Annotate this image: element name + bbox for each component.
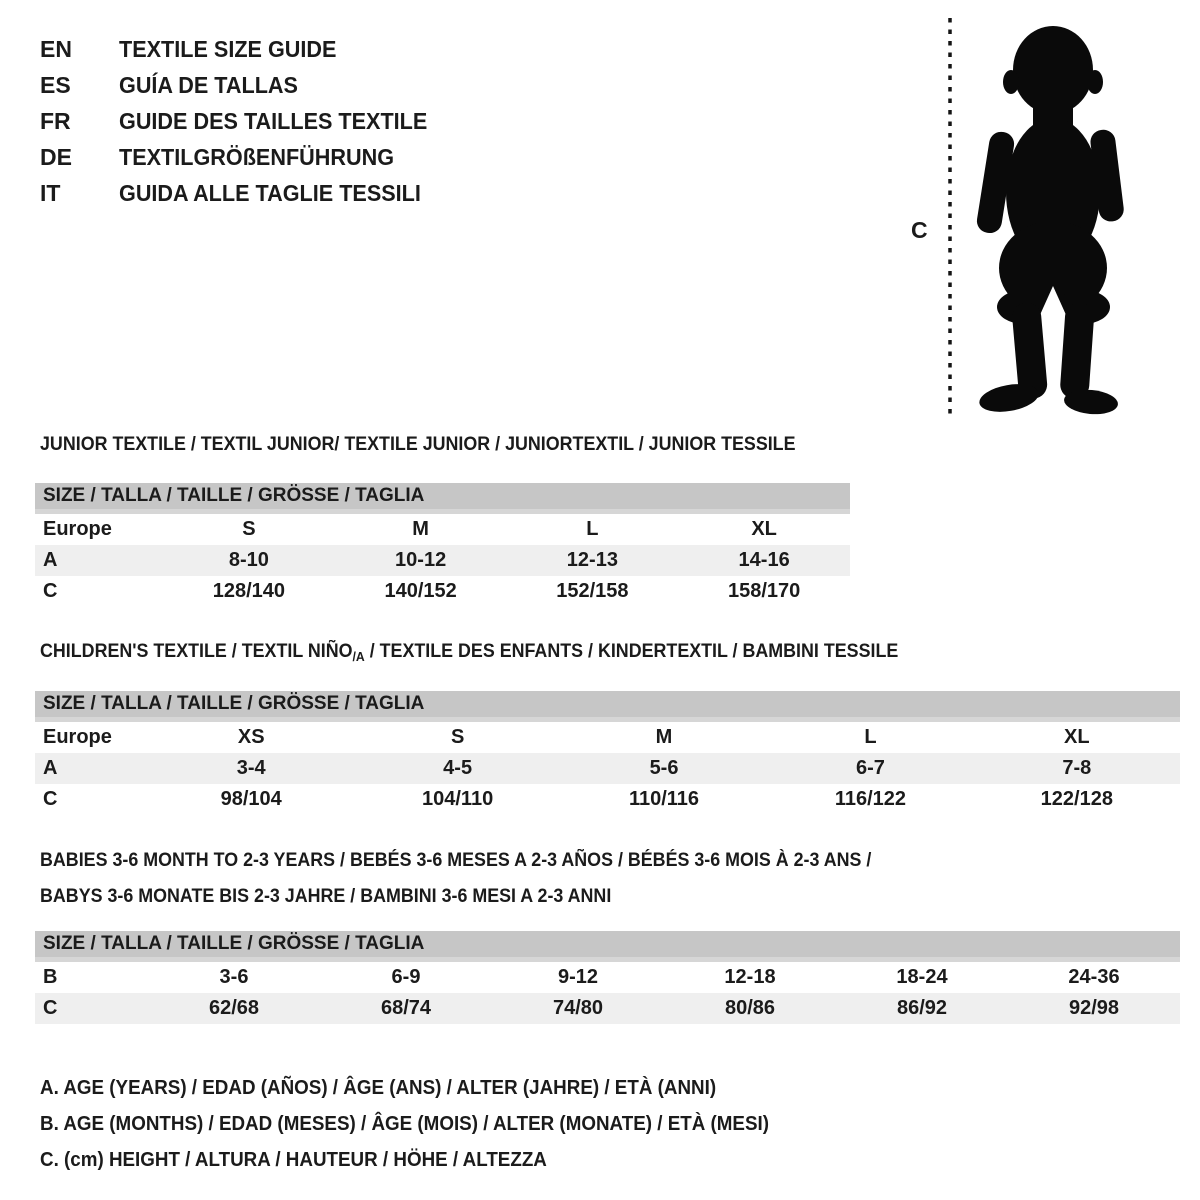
- language-code: ES: [40, 72, 71, 98]
- size-cell: XL: [1064, 726, 1090, 748]
- children-size-table: [35, 691, 1180, 815]
- babies-size-table: [35, 931, 1180, 1024]
- age-cell: 4-5: [443, 757, 473, 779]
- height-cell: 74/80: [552, 997, 604, 1019]
- toddler-silhouette-icon: [967, 20, 1139, 416]
- table-row-c: [35, 993, 1180, 1024]
- row-label: C: [43, 788, 58, 810]
- language-title: TEXTILE SIZE GUIDE: [119, 36, 337, 62]
- size-cell: XL: [751, 518, 777, 540]
- height-cell: 80/86: [724, 997, 776, 1019]
- size-header-bar: SIZE / TALLA / TAILLE / GRÖSSE / TAGLIA: [35, 691, 1180, 722]
- language-row-es: [40, 67, 447, 103]
- row-label: C: [43, 997, 58, 1019]
- legend-line-b: B. AGE (MONTHS) / EDAD (MESES) / ÂGE (MOIS) / ALTER (MONATE) / ETÀ (MESI): [40, 1113, 769, 1135]
- age-months-cell: 3-6: [219, 966, 249, 988]
- height-cell: 68/74: [380, 997, 432, 1019]
- language-title: GUÍA DE TALLAS: [119, 72, 298, 98]
- age-cell: 7-8: [1062, 757, 1092, 779]
- row-label: A: [43, 549, 58, 571]
- language-code: FR: [40, 108, 71, 134]
- size-cell: M: [655, 726, 673, 748]
- row-label: A: [43, 757, 58, 779]
- age-months-cell: 12-18: [724, 966, 776, 988]
- height-cell: 116/122: [834, 788, 907, 810]
- size-header-bar: SIZE / TALLA / TAILLE / GRÖSSE / TAGLIA: [35, 931, 1180, 962]
- table-row-europe: [35, 514, 850, 545]
- language-code: IT: [40, 180, 61, 206]
- height-cell: 128/140: [212, 580, 286, 602]
- height-cell: 140/152: [384, 580, 457, 602]
- height-cell: 104/110: [422, 788, 494, 810]
- age-cell: 12-13: [566, 549, 618, 571]
- language-code: EN: [40, 36, 72, 62]
- height-cell: 92/98: [1068, 997, 1120, 1019]
- height-cell: 86/92: [896, 997, 948, 1019]
- table-row-c: [35, 784, 1180, 815]
- legend: [40, 1070, 816, 1178]
- age-months-cell: 6-9: [391, 966, 421, 988]
- language-row-fr: [40, 103, 447, 139]
- age-cell: 5-6: [649, 757, 679, 779]
- age-cell: 6-7: [855, 757, 885, 779]
- babies-title-line-2: BABYS 3-6 MONATE BIS 2-3 JAHRE / BAMBINI 3-6 MESI A 2-3 ANNI: [40, 886, 612, 907]
- height-cell: 152/158: [556, 580, 629, 602]
- babies-section-title: [40, 843, 924, 915]
- row-label: Europe: [43, 726, 112, 748]
- legend-line-a: A. AGE (YEARS) / EDAD (AÑOS) / ÂGE (ANS) / ALTER (JAHRE) / ETÀ (ANNI): [40, 1077, 717, 1099]
- size-cell: S: [450, 726, 465, 748]
- language-row-it: [40, 175, 447, 211]
- language-title-list: [40, 31, 447, 211]
- babies-title-line-1: BABIES 3-6 MONTH TO 2-3 YEARS / BEBÉS 3-6 MESES A 2-3 AÑOS / BÉBÉS 3-6 MOIS À 2-3 ANS /: [40, 850, 872, 871]
- size-cell: L: [864, 726, 877, 748]
- height-cell: 158/170: [727, 580, 801, 602]
- row-label: Europe: [43, 518, 112, 540]
- height-cell: 62/68: [208, 997, 260, 1019]
- age-cell: 3-4: [236, 757, 266, 779]
- age-months-cell: 18-24: [896, 966, 948, 988]
- age-cell: 8-10: [228, 549, 269, 571]
- age-months-cell: 9-12: [557, 966, 599, 988]
- table-row-c: [35, 576, 850, 607]
- language-title: TEXTILGRÖßENFÜHRUNG: [119, 144, 395, 170]
- legend-line-c: C. (cm) HEIGHT / ALTURA / HAUTEUR / HÖHE / ALTEZZA: [40, 1149, 547, 1171]
- height-measure-label: C: [911, 217, 928, 243]
- junior-size-table: [35, 483, 850, 607]
- row-label: C: [43, 580, 58, 602]
- table-row-a: [35, 545, 850, 576]
- size-cell: M: [412, 518, 429, 540]
- height-measure-line: [947, 18, 953, 415]
- children-title-pre: CHILDREN'S TEXTILE / TEXTIL NIÑO: [40, 641, 353, 662]
- size-cell: XS: [237, 726, 265, 748]
- size-cell: S: [242, 518, 256, 540]
- language-row-en: [40, 31, 447, 67]
- language-title: GUIDE DES TAILLES TEXTILE: [119, 108, 428, 134]
- language-code: DE: [40, 144, 72, 170]
- age-months-cell: 24-36: [1068, 966, 1120, 988]
- size-cell: L: [586, 518, 599, 540]
- age-cell: 10-12: [395, 549, 447, 571]
- table-row-a: [35, 753, 1180, 784]
- children-title-post: / TEXTILE DES ENFANTS / KINDERTEXTIL / BAMBINI TESSILE: [364, 641, 899, 662]
- row-label: B: [43, 966, 58, 988]
- height-cell: 98/104: [220, 788, 282, 810]
- height-cell: 122/128: [1040, 788, 1113, 810]
- language-title: GUIDA ALLE TAGLIE TESSILI: [119, 180, 421, 206]
- table-row-europe: [35, 722, 1180, 753]
- age-cell: 14-16: [738, 549, 790, 571]
- children-section-title: [40, 641, 898, 663]
- children-title-subscript: /A: [352, 649, 365, 664]
- language-row-de: [40, 139, 447, 175]
- size-header-bar: SIZE / TALLA / TAILLE / GRÖSSE / TAGLIA: [35, 483, 850, 514]
- height-cell: 110/116: [628, 788, 700, 810]
- table-row-b: [35, 962, 1180, 993]
- junior-section-title: JUNIOR TEXTILE / TEXTIL JUNIOR/ TEXTILE JUNIOR / JUNIORTEXTIL / JUNIOR TESSILE: [40, 434, 796, 455]
